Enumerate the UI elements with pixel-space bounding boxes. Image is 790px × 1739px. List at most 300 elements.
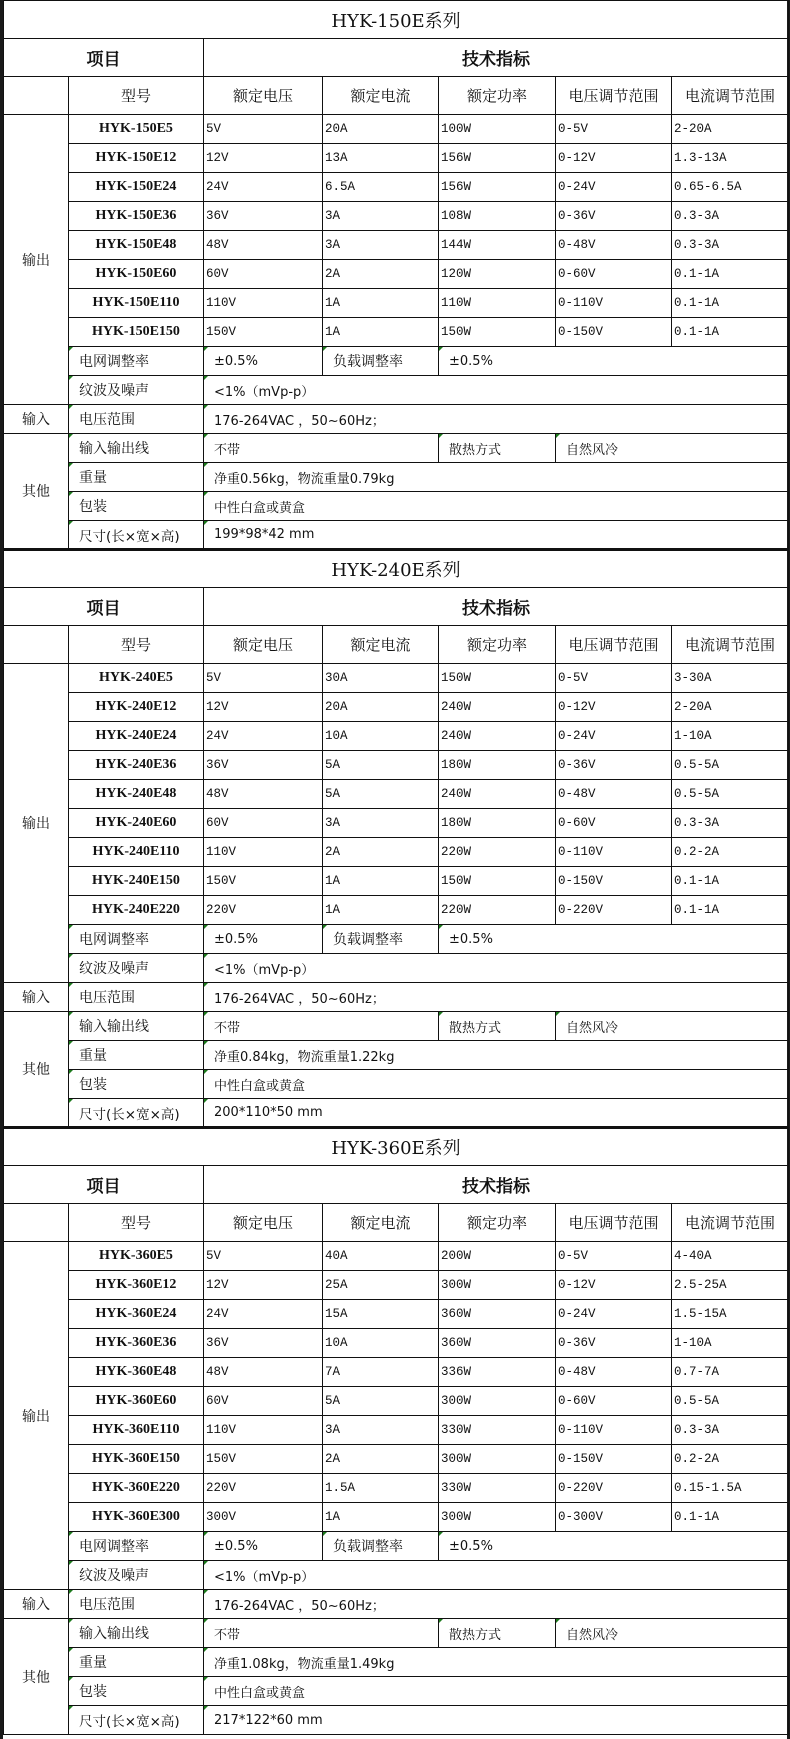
spec-v-range: 0-110V [556,289,672,318]
load-regulation-label: 负载调整率 [323,347,439,376]
spec-voltage: 60V [204,809,323,838]
blank-cell [4,626,69,664]
spec-i-range: 2-20A [672,693,789,722]
output-group-label: 输出 [4,115,69,405]
spec-i-range: 0.3-3A [672,202,789,231]
ripple-value: <1%（mVp-p） [204,954,789,983]
col-voltage: 额定电压 [204,1204,323,1242]
weight-label: 重量 [69,1041,204,1070]
model-row [4,751,789,780]
spec-v-range: 0-150V [556,867,672,896]
package-row [4,492,789,521]
spec-power: 100W [439,115,556,144]
ripple-value: <1%（mVp-p） [204,1561,789,1590]
spec-v-range: 0-60V [556,1387,672,1416]
load-regulation-value: ±0.5% [439,347,789,376]
spec-v-range: 0-110V [556,1416,672,1445]
spec-v-range: 0-60V [556,809,672,838]
spec-i-range: 0.5-5A [672,780,789,809]
package-label: 包装 [69,1070,204,1099]
col-voltage: 额定电压 [204,77,323,115]
spec-current: 1A [323,867,439,896]
col-current: 额定电流 [323,77,439,115]
weight-label: 重量 [69,463,204,492]
col-power: 额定功率 [439,77,556,115]
package-value: 中性白盒或黄盒 [204,1070,789,1099]
spec-i-range: 0.1-1A [672,867,789,896]
spec-power: 300W [439,1503,556,1532]
spec-current: 10A [323,1329,439,1358]
model-row [4,722,789,751]
weight-row [4,1648,789,1677]
spec-voltage: 24V [204,722,323,751]
spec-i-range: 0.1-1A [672,318,789,347]
spec-table [3,0,789,1735]
spec-i-range: 0.65-6.5A [672,173,789,202]
spec-current: 40A [323,1242,439,1271]
spec-current: 2A [323,838,439,867]
spec-v-range: 0-48V [556,1358,672,1387]
spec-power: 360W [439,1300,556,1329]
package-value: 中性白盒或黄盒 [204,492,789,521]
model-row [4,809,789,838]
weight-value: 净重0.84kg，物流重量1.22kg [204,1041,789,1070]
spec-v-range: 0-5V [556,115,672,144]
model-name: HYK-360E220 [69,1474,204,1503]
spec-power: 300W [439,1271,556,1300]
cooling-value: 自然风冷 [556,434,789,463]
size-row [4,1099,789,1128]
spec-i-range: 0.3-3A [672,809,789,838]
model-row [4,1416,789,1445]
size-value: 199*98*42 mm [204,521,789,550]
line-regulation-value: ±0.5% [204,925,323,954]
size-value: 217*122*60 mm [204,1706,789,1735]
cable-value: 不带 [204,1619,439,1648]
series-title-row [4,1128,789,1166]
model-row [4,1387,789,1416]
spec-current: 13A [323,144,439,173]
other-group-label: 其他 [4,434,69,550]
weight-value: 净重1.08kg，物流重量1.49kg [204,1648,789,1677]
spec-v-range: 0-48V [556,780,672,809]
load-regulation-label: 负载调整率 [323,925,439,954]
regulation-row [4,347,789,376]
spec-voltage: 150V [204,1445,323,1474]
regulation-row [4,925,789,954]
output-group-label: 输出 [4,1242,69,1590]
cable-label: 输入输出线 [69,434,204,463]
column-header-row [4,77,789,115]
spec-power: 156W [439,173,556,202]
input-row [4,983,789,1012]
weight-row [4,463,789,492]
spec-v-range: 0-24V [556,1300,672,1329]
col-voltage-range: 电压调节范围 [556,1204,672,1242]
model-row [4,260,789,289]
blank-cell [4,1204,69,1242]
input-range-label: 电压范围 [69,405,204,434]
ripple-label: 纹波及噪声 [69,954,204,983]
spec-i-range: 0.2-2A [672,1445,789,1474]
input-range-value: 176-264VAC ，50~60Hz； [204,1590,789,1619]
model-row [4,693,789,722]
spec-power: 150W [439,318,556,347]
spec-power: 300W [439,1387,556,1416]
spec-header: 技术指标 [204,588,789,626]
model-row [4,1445,789,1474]
col-current-range: 电流调节范围 [672,77,789,115]
spec-current: 3A [323,1416,439,1445]
spec-v-range: 0-5V [556,1242,672,1271]
spec-i-range: 1-10A [672,722,789,751]
line-regulation-label: 电网调整率 [69,1532,204,1561]
spec-power: 240W [439,780,556,809]
model-row [4,1329,789,1358]
spec-current: 10A [323,722,439,751]
model-name: HYK-360E5 [69,1242,204,1271]
spec-v-range: 0-300V [556,1503,672,1532]
size-label: 尺寸(长×宽×高) [69,1099,204,1128]
model-name: HYK-150E110 [69,289,204,318]
spec-power: 144W [439,231,556,260]
spec-current: 30A [323,664,439,693]
spec-current: 1.5A [323,1474,439,1503]
spec-i-range: 4-40A [672,1242,789,1271]
input-group-label: 输入 [4,1590,69,1619]
header-row [4,588,789,626]
spec-voltage: 5V [204,664,323,693]
col-model: 型号 [69,77,204,115]
col-current-range: 电流调节范围 [672,1204,789,1242]
input-range-label: 电压范围 [69,1590,204,1619]
model-name: HYK-150E36 [69,202,204,231]
regulation-row [4,1532,789,1561]
spec-current: 5A [323,751,439,780]
spec-current: 15A [323,1300,439,1329]
spec-v-range: 0-150V [556,1445,672,1474]
spec-v-range: 0-24V [556,722,672,751]
model-row [4,144,789,173]
ripple-row [4,954,789,983]
spec-current: 5A [323,780,439,809]
spec-header: 技术指标 [204,1166,789,1204]
model-row [4,1503,789,1532]
spec-voltage: 60V [204,1387,323,1416]
col-voltage: 额定电压 [204,626,323,664]
weight-value: 净重0.56kg，物流重量0.79kg [204,463,789,492]
series-title-row [4,550,789,588]
model-row [4,231,789,260]
spec-i-range: 3-30A [672,664,789,693]
model-name: HYK-240E12 [69,693,204,722]
spec-current: 3A [323,809,439,838]
col-voltage-range: 电压调节范围 [556,77,672,115]
spec-v-range: 0-36V [556,202,672,231]
spec-i-range: 0.3-3A [672,231,789,260]
spec-i-range: 0.7-7A [672,1358,789,1387]
model-name: HYK-240E150 [69,867,204,896]
ripple-value: <1%（mVp-p） [204,376,789,405]
spec-v-range: 0-36V [556,1329,672,1358]
blank-cell [4,77,69,115]
model-name: HYK-240E24 [69,722,204,751]
weight-label: 重量 [69,1648,204,1677]
input-range-value: 176-264VAC ，50~60Hz； [204,405,789,434]
spec-power: 180W [439,809,556,838]
spec-i-range: 0.2-2A [672,838,789,867]
model-row [4,318,789,347]
package-value: 中性白盒或黄盒 [204,1677,789,1706]
size-row [4,1706,789,1735]
spec-current: 6.5A [323,173,439,202]
header-row [4,39,789,77]
model-name: HYK-240E110 [69,838,204,867]
spec-current: 25A [323,1271,439,1300]
model-name: HYK-150E12 [69,144,204,173]
spec-power: 108W [439,202,556,231]
model-row [4,115,789,144]
spec-current: 20A [323,115,439,144]
spec-voltage: 60V [204,260,323,289]
spec-power: 150W [439,867,556,896]
cooling-label: 散热方式 [439,1012,556,1041]
spec-voltage: 5V [204,115,323,144]
cable-value: 不带 [204,1012,439,1041]
model-name: HYK-150E48 [69,231,204,260]
spec-i-range: 0.5-5A [672,1387,789,1416]
model-name: HYK-360E24 [69,1300,204,1329]
spec-i-range: 0.15-1.5A [672,1474,789,1503]
spec-voltage: 12V [204,693,323,722]
col-current-range: 电流调节范围 [672,626,789,664]
model-name: HYK-360E150 [69,1445,204,1474]
spec-voltage: 48V [204,1358,323,1387]
spec-header: 技术指标 [204,39,789,77]
model-name: HYK-150E24 [69,173,204,202]
model-name: HYK-240E36 [69,751,204,780]
spec-power: 240W [439,722,556,751]
spec-voltage: 12V [204,1271,323,1300]
model-name: HYK-360E60 [69,1387,204,1416]
model-name: HYK-240E220 [69,896,204,925]
spec-v-range: 0-150V [556,318,672,347]
model-name: HYK-360E110 [69,1416,204,1445]
spec-voltage: 150V [204,318,323,347]
spec-i-range: 0.1-1A [672,1503,789,1532]
model-name: HYK-360E12 [69,1271,204,1300]
ripple-label: 纹波及噪声 [69,376,204,405]
model-row [4,838,789,867]
line-regulation-value: ±0.5% [204,1532,323,1561]
spec-voltage: 300V [204,1503,323,1532]
line-regulation-value: ±0.5% [204,347,323,376]
spec-i-range: 0.5-5A [672,751,789,780]
spec-v-range: 0-36V [556,751,672,780]
model-name: HYK-150E5 [69,115,204,144]
input-range-label: 电压范围 [69,983,204,1012]
item-header: 项目 [4,1166,204,1204]
spec-power: 220W [439,896,556,925]
spec-voltage: 110V [204,1416,323,1445]
spec-voltage: 5V [204,1242,323,1271]
spec-power: 360W [439,1329,556,1358]
cable-row [4,1619,789,1648]
cooling-label: 散热方式 [439,1619,556,1648]
size-label: 尺寸(长×宽×高) [69,521,204,550]
model-name: HYK-150E60 [69,260,204,289]
spec-current: 2A [323,1445,439,1474]
line-regulation-label: 电网调整率 [69,347,204,376]
spec-current: 3A [323,231,439,260]
spec-i-range: 0.1-1A [672,260,789,289]
spec-current: 20A [323,693,439,722]
spec-voltage: 36V [204,1329,323,1358]
weight-row [4,1041,789,1070]
spec-v-range: 0-48V [556,231,672,260]
spec-v-range: 0-5V [556,664,672,693]
model-row [4,867,789,896]
series-title-row [4,1,789,39]
package-label: 包装 [69,1677,204,1706]
spec-power: 120W [439,260,556,289]
spec-i-range: 1.3-13A [672,144,789,173]
spec-i-range: 1-10A [672,1329,789,1358]
spec-current: 5A [323,1387,439,1416]
model-name: HYK-240E48 [69,780,204,809]
series-title: HYK-240E系列 [4,550,789,588]
spec-power: 150W [439,664,556,693]
model-row [4,1474,789,1503]
spec-i-range: 2.5-25A [672,1271,789,1300]
cooling-label: 散热方式 [439,434,556,463]
spec-v-range: 0-60V [556,260,672,289]
spec-i-range: 0.1-1A [672,289,789,318]
spec-v-range: 0-12V [556,693,672,722]
spec-current: 3A [323,202,439,231]
cooling-value: 自然风冷 [556,1012,789,1041]
item-header: 项目 [4,588,204,626]
column-header-row [4,1204,789,1242]
model-row [4,1300,789,1329]
spec-v-range: 0-24V [556,173,672,202]
model-row [4,173,789,202]
spec-v-range: 0-12V [556,1271,672,1300]
spec-power: 336W [439,1358,556,1387]
cable-row [4,434,789,463]
ripple-row [4,1561,789,1590]
line-regulation-label: 电网调整率 [69,925,204,954]
input-row [4,405,789,434]
model-name: HYK-360E300 [69,1503,204,1532]
spec-voltage: 150V [204,867,323,896]
col-current: 额定电流 [323,626,439,664]
model-row [4,1358,789,1387]
cable-row [4,1012,789,1041]
package-row [4,1070,789,1099]
spec-v-range: 0-110V [556,838,672,867]
model-name: HYK-360E36 [69,1329,204,1358]
model-name: HYK-240E60 [69,809,204,838]
spec-current: 1A [323,318,439,347]
input-row [4,1590,789,1619]
model-row [4,289,789,318]
spec-voltage: 110V [204,838,323,867]
col-power: 额定功率 [439,1204,556,1242]
spec-i-range: 0.1-1A [672,896,789,925]
spec-voltage: 220V [204,1474,323,1503]
model-name: HYK-360E48 [69,1358,204,1387]
model-row [4,1242,789,1271]
model-row [4,202,789,231]
spec-power: 300W [439,1445,556,1474]
ripple-row [4,376,789,405]
spec-power: 180W [439,751,556,780]
item-header: 项目 [4,39,204,77]
cable-label: 输入输出线 [69,1619,204,1648]
load-regulation-label: 负载调整率 [323,1532,439,1561]
spec-power: 330W [439,1416,556,1445]
cooling-value: 自然风冷 [556,1619,789,1648]
spec-voltage: 36V [204,202,323,231]
package-label: 包装 [69,492,204,521]
model-name: HYK-240E5 [69,664,204,693]
spec-v-range: 0-220V [556,896,672,925]
load-regulation-value: ±0.5% [439,925,789,954]
input-group-label: 输入 [4,983,69,1012]
spec-voltage: 48V [204,780,323,809]
spec-v-range: 0-220V [556,1474,672,1503]
spec-power: 240W [439,693,556,722]
spec-voltage: 24V [204,1300,323,1329]
header-row [4,1166,789,1204]
spec-v-range: 0-12V [556,144,672,173]
size-row [4,521,789,550]
cable-value: 不带 [204,434,439,463]
size-label: 尺寸(长×宽×高) [69,1706,204,1735]
spec-current: 1A [323,289,439,318]
other-group-label: 其他 [4,1012,69,1128]
spec-power: 110W [439,289,556,318]
model-row [4,780,789,809]
other-group-label: 其他 [4,1619,69,1735]
cable-label: 输入输出线 [69,1012,204,1041]
col-model: 型号 [69,626,204,664]
model-row [4,664,789,693]
col-model: 型号 [69,1204,204,1242]
col-power: 额定功率 [439,626,556,664]
spec-voltage: 110V [204,289,323,318]
spec-voltage: 12V [204,144,323,173]
spec-voltage: 36V [204,751,323,780]
package-row [4,1677,789,1706]
spec-current: 1A [323,896,439,925]
spec-power: 330W [439,1474,556,1503]
ripple-label: 纹波及噪声 [69,1561,204,1590]
spec-i-range: 1.5-15A [672,1300,789,1329]
spec-i-range: 2-20A [672,115,789,144]
model-name: HYK-150E150 [69,318,204,347]
spec-current: 7A [323,1358,439,1387]
model-row [4,1271,789,1300]
input-group-label: 输入 [4,405,69,434]
input-range-value: 176-264VAC ，50~60Hz； [204,983,789,1012]
spec-power: 220W [439,838,556,867]
spec-power: 156W [439,144,556,173]
spec-power: 200W [439,1242,556,1271]
size-value: 200*110*50 mm [204,1099,789,1128]
load-regulation-value: ±0.5% [439,1532,789,1561]
